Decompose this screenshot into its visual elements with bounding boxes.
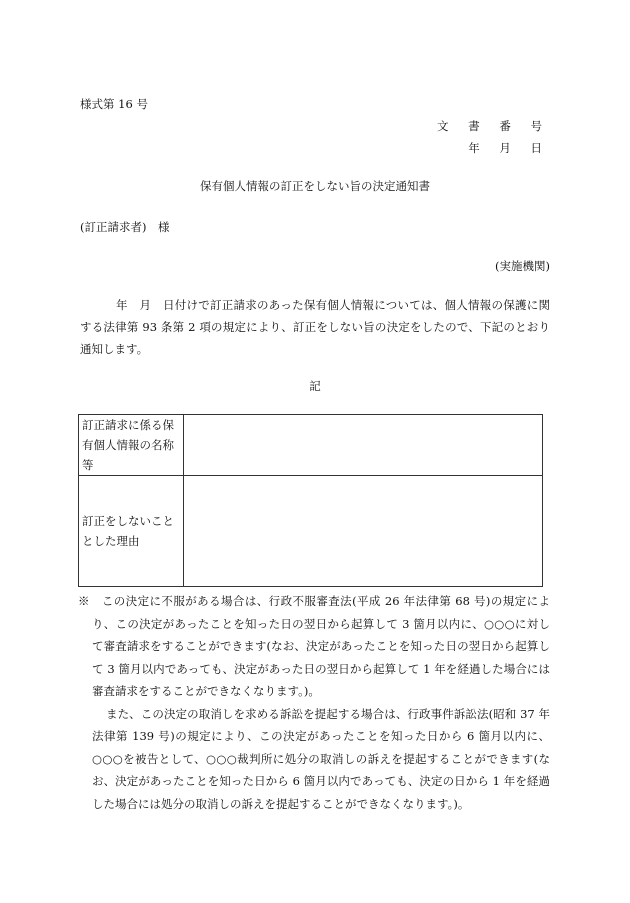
date-label: 年 月 日 xyxy=(468,141,550,155)
table-row xyxy=(79,476,543,587)
note-paragraph-2: また、この決定の取消しを求める訴訟を提起する場合は、行政事件訴訟法(昭和 37 年法律第 139 号)の規定により、この決定があったことを知った日から 6 箇月以内に、○○○を被告として、○○○裁判所に処分の取消しの訴えを提起することができます(なお、決定があったことを知った日から 6 箇月以内であっても、決定の日から 1 年を経過した場合には処分の取消しの訴えを提起することができなくなります。)。 xyxy=(92,706,550,811)
table-value-cell xyxy=(184,415,543,476)
form-number: 様式第 16 号 xyxy=(80,97,148,111)
body-paragraph: 年 月 日付けで訂正請求のあった保有個人情報については、個人情報の保護に関する法律第 93 条第 2 項の規定により、訂正をしない旨の決定をしたので、下記のとおり通知します。 xyxy=(80,298,550,356)
document-number-label: 文 書 番 号 xyxy=(437,119,550,133)
table-row xyxy=(79,415,543,476)
table-value-cell xyxy=(184,476,543,587)
issuing-agency: (実施機関) xyxy=(495,259,550,273)
note-paragraph-1: ※ この決定に不服がある場合は、行政不服審査法(平成 26 年法律第 68 号)の規定により、この決定があったことを知った日の翌日から起算して 3 箇月以内に、○○○に対して審査請求をすることができます(なお、決定があったことを知った日の翌日から起算して 3 箇月以内であっても、決定があった日の翌日から起算して 1 年を経過した場合には審査請求をすることができなくなります。)。 xyxy=(78,594,550,698)
notes xyxy=(78,590,550,815)
table-label-cell: 訂正をしないこととした理由 xyxy=(79,476,184,587)
info-table xyxy=(78,414,543,587)
document-title: 保有個人情報の訂正をしない旨の決定通知書 xyxy=(200,179,430,193)
ki-heading: 記 xyxy=(309,379,321,393)
addressee: (訂正請求者) 様 xyxy=(80,220,170,234)
table-label-cell: 訂正請求に係る保有個人情報の名称等 xyxy=(79,415,184,476)
